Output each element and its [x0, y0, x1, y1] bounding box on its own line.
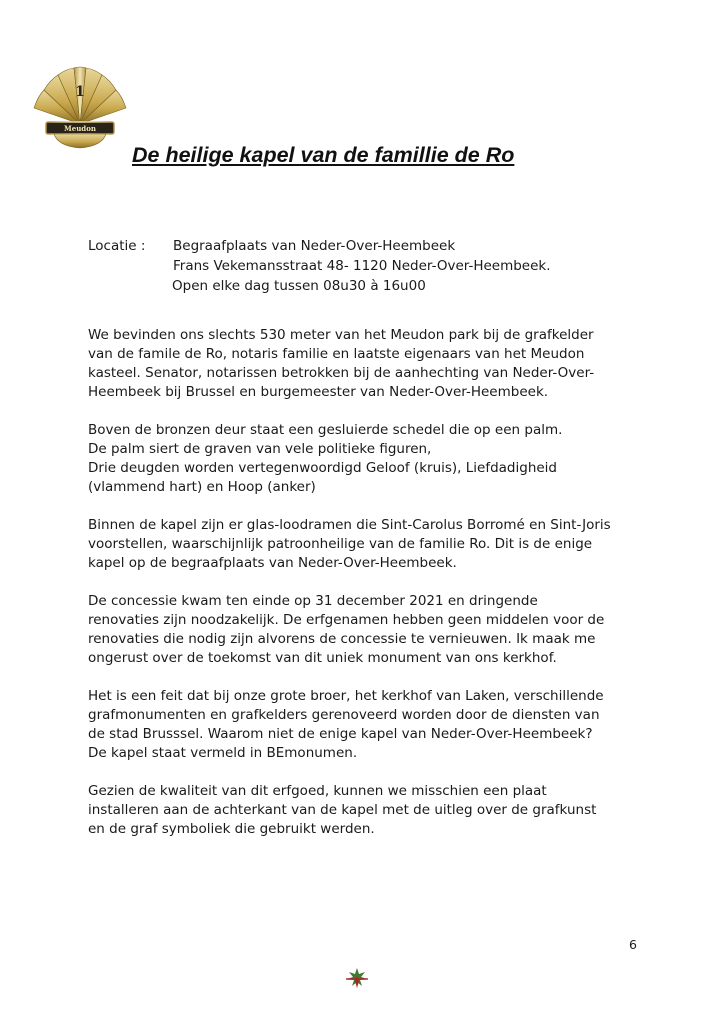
text-line: Boven de bronzen deur staat een gesluierde schedel die op een palm.	[88, 422, 563, 438]
paragraph	[88, 687, 648, 763]
text-line: Gezien de kwaliteit van dit erfgoed, kunnen we misschien een plaat	[88, 783, 547, 799]
footer-emblem-icon	[342, 965, 372, 991]
location-label: Locatie :	[88, 238, 146, 254]
location-line: Frans Vekemansstraat 48- 1120 Neder-Over-Heembeek.	[173, 258, 551, 274]
text-line: van de famile de Ro, notaris familie en laatste eigenaars van het Meudon	[88, 346, 585, 362]
text-line: renovaties zijn noodzakelijk. De erfgenamen hebben geen middelen voor de	[88, 612, 605, 628]
text-line: ongerust over de toekomst van dit uniek monument van ons kerkhof.	[88, 650, 557, 666]
location-line: Begraafplaats van Neder-Over-Heembeek	[173, 238, 456, 254]
text-line: kasteel. Senator, notarissen betrokken bij de aanhechting van Neder-Over-	[88, 365, 595, 381]
paragraph	[88, 421, 648, 497]
text-line: Heembeek bij Brussel en burgemeester van Neder-Over-Heembeek.	[88, 384, 549, 400]
page-title: De heilige kapel van de famillie de Ro	[132, 143, 515, 167]
meudon-logo	[30, 64, 130, 150]
text-line: kapel op de begraafplaats van Neder-Over-Heembeek.	[88, 555, 457, 571]
body-text	[88, 326, 648, 858]
paragraph	[88, 326, 648, 402]
text-line: De palm siert de graven van vele politieke figuren,	[88, 441, 432, 457]
text-line: grafmonumenten en grafkelders gerenoveerd worden door de diensten van	[88, 707, 600, 723]
location-lines	[173, 236, 551, 296]
text-line: en de graf symboliek die gebruikt werden.	[88, 821, 375, 837]
location-line: Open elke dag tussen 08u30 à 16u00	[172, 278, 426, 294]
paragraph	[88, 516, 648, 573]
text-line: De kapel staat vermeld in BEmonumen.	[88, 745, 358, 761]
paragraph	[88, 592, 648, 668]
page-number: 6	[629, 937, 637, 952]
logo-label: Meudon	[64, 124, 96, 133]
text-line: Het is een feit dat bij onze grote broer, het kerkhof van Laken, verschillende	[88, 688, 604, 704]
text-line: voorstellen, waarschijnlijk patroonheilige van de familie Ro. Dit is de enige	[88, 536, 593, 552]
text-line: Drie deugden worden vertegenwoordigd Geloof (kruis), Liefdadigheid	[88, 460, 557, 476]
text-line: Binnen de kapel zijn er glas-loodramen die Sint-Carolus Borromé en Sint-Joris	[88, 517, 611, 533]
text-line: (vlammend hart) en Hoop (anker)	[88, 479, 316, 495]
logo-number: 1	[75, 84, 85, 100]
text-line: We bevinden ons slechts 530 meter van het Meudon park bij de grafkelder	[88, 327, 594, 343]
text-line: installeren aan de achterkant van de kapel met de uitleg over de grafkunst	[88, 802, 597, 818]
paragraph	[88, 782, 648, 839]
text-line: renovaties die nodig zijn alvorens de concessie te vernieuwen. Ik maak me	[88, 631, 596, 647]
text-line: De concessie kwam ten einde op 31 december 2021 en dringende	[88, 593, 538, 609]
text-line: de stad Brusssel. Waarom niet de enige kapel van Neder-Over-Heembeek?	[88, 726, 593, 742]
logo-base	[54, 134, 106, 148]
